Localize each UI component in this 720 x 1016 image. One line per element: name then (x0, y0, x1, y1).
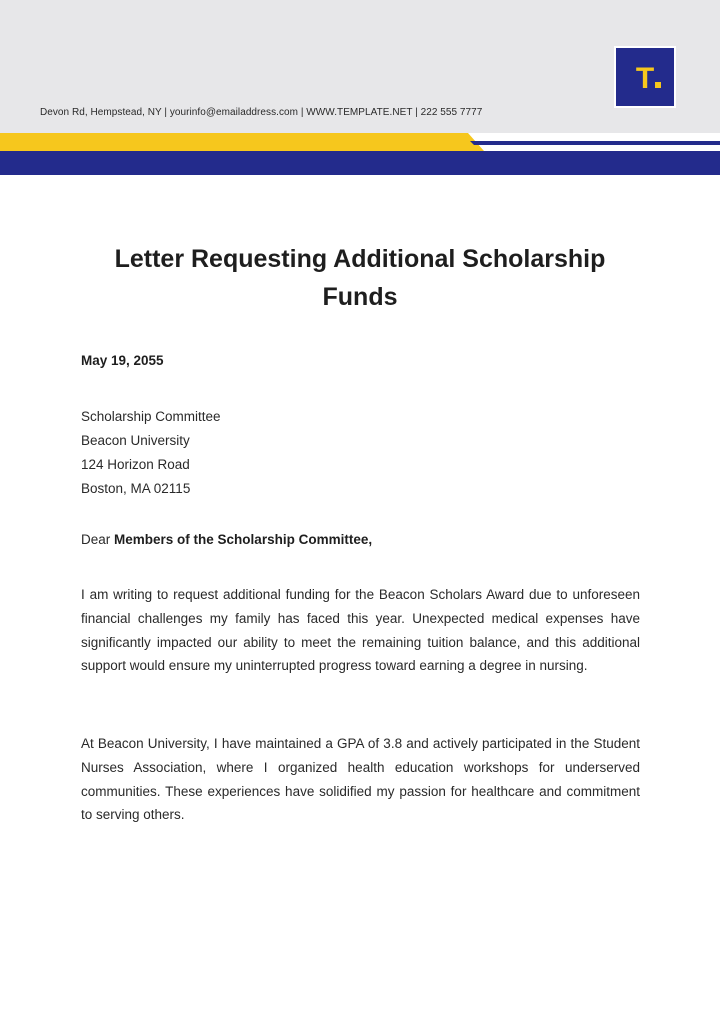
svg-text:T: T (635, 62, 655, 95)
salutation-prefix: Dear (81, 532, 111, 547)
recipient-address (81, 405, 221, 501)
logo-t-icon (616, 48, 674, 106)
recipient-line: 124 Horizon Road (81, 457, 190, 472)
recipient-line: Scholarship Committee (81, 409, 221, 424)
body-paragraph-2: At Beacon University, I have maintained a GPA of 3.8 and actively participated in the Student Nurses Association, where I organized health education workshops for underserved communities. These experiences have solidified my passion for healthcare and commitment to serving others. (81, 736, 640, 823)
navy-stripe (0, 151, 720, 175)
header-stripes (0, 133, 720, 175)
recipient-line: Beacon University (81, 433, 190, 448)
salutation (81, 532, 372, 547)
navy-thin-stripe (470, 141, 720, 145)
salutation-name: Members of the Scholarship Committee, (114, 532, 373, 547)
recipient-line: Boston, MA 02115 (81, 481, 191, 496)
body-paragraph-1: I am writing to request additional funding for the Beacon Scholars Award due to unforeseen financial challenges my family has faced this year. Unexpected medical expenses have significantly impacted our ability to meet the remaining tuition balance, and this additional support would ensure my uninterrupted progress toward earning a degree in nursing. (81, 587, 640, 674)
page-title: Letter Requesting Additional Scholarship Funds (114, 245, 606, 311)
yellow-stripe (0, 133, 484, 151)
company-logo (614, 46, 676, 108)
letter-date: May 19, 2055 (81, 353, 164, 368)
contact-info: Devon Rd, Hempstead, NY | yourinfo@emailaddress.com | WWW.TEMPLATE.NET | 222 555 7777 (40, 107, 483, 118)
